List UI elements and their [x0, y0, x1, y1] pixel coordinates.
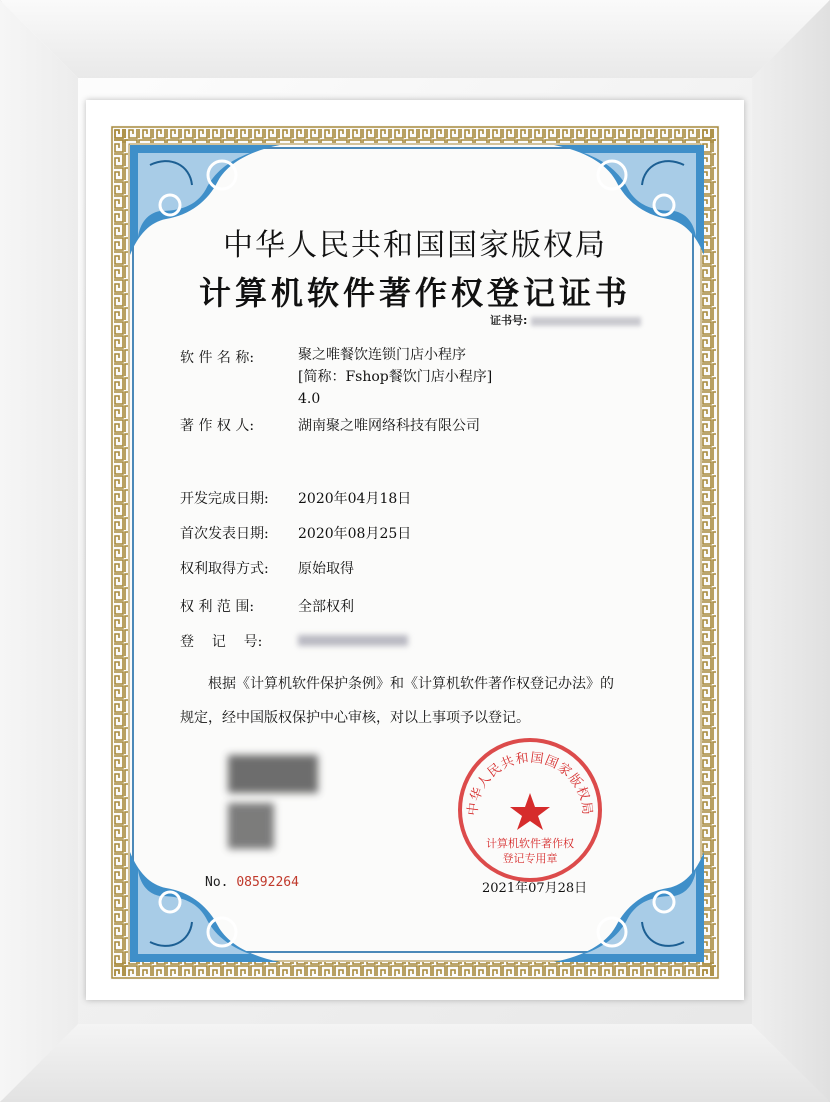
certificate-number: [490, 312, 641, 328]
corner-ornament-icon: [130, 852, 280, 962]
owner-label: 著 作 权 人:: [180, 418, 255, 434]
cert-no-label: 证书号:: [490, 314, 528, 327]
acquire-label: 权利取得方式:: [180, 561, 269, 577]
software-name-line: 聚之唯餐饮连锁门店小程序: [298, 347, 466, 363]
dev-date-label: 开发完成日期:: [180, 491, 269, 507]
reg-no-label: 登 记 号:: [180, 634, 263, 650]
qr-code-redacted: [228, 803, 274, 849]
frame-bevel-top: [0, 0, 830, 78]
frame-bevel-left: [0, 0, 78, 1102]
statement: [180, 667, 660, 735]
svg-text:登记专用章: 登记专用章: [502, 852, 558, 865]
issue-date: 2021年07月28日: [482, 881, 588, 896]
statement-line: 规定，经中国版权保护中心审核，对以上事项予以登记。: [180, 710, 530, 726]
serial-number: [205, 875, 299, 890]
pub-date-row: [180, 523, 412, 543]
svg-text:计算机软件著作权: 计算机软件著作权: [486, 837, 574, 850]
owner-row: [180, 415, 480, 435]
official-seal-stamp: [455, 735, 605, 885]
frame-bevel-right: [752, 0, 830, 1102]
svg-text:中华人民共和国国家版权局: 中华人民共和国国家版权局: [465, 750, 595, 817]
frame-bevel-bottom: [0, 1024, 830, 1102]
reg-no-row: [180, 631, 298, 651]
software-version: 4.0: [298, 391, 321, 407]
software-name-row: [180, 347, 493, 407]
barcode-redacted: [228, 755, 318, 793]
software-name-label: 软 件 名 称:: [180, 350, 255, 366]
reg-no-redacted: [298, 631, 408, 650]
acquire-value: 原始取得: [298, 561, 354, 577]
statement-line: 根据《计算机软件保护条例》和《计算机软件著作权登记办法》的: [208, 676, 614, 692]
owner-value: 湖南聚之唯网络科技有限公司: [298, 418, 480, 434]
serial-prefix: No.: [205, 875, 229, 890]
scope-row: [180, 596, 354, 616]
serial-value: 08592264: [236, 875, 299, 890]
software-name-line: [简称：Fshop餐饮门店小程序]: [298, 369, 493, 385]
dev-date-value: 2020年04月18日: [298, 491, 412, 507]
certificate-paper: [110, 125, 720, 980]
cert-no-redacted: [531, 317, 641, 326]
issuer-title: 中华人民共和国国家版权局: [223, 228, 607, 263]
certificate-title: 计算机软件著作权登记证书: [198, 274, 631, 312]
acquire-row: [180, 558, 354, 578]
pub-date-value: 2020年08月25日: [298, 526, 412, 542]
scope-label: 权 利 范 围:: [180, 599, 255, 615]
dev-date-row: [180, 488, 412, 508]
pub-date-label: 首次发表日期:: [180, 526, 269, 542]
scope-value: 全部权利: [298, 599, 354, 615]
